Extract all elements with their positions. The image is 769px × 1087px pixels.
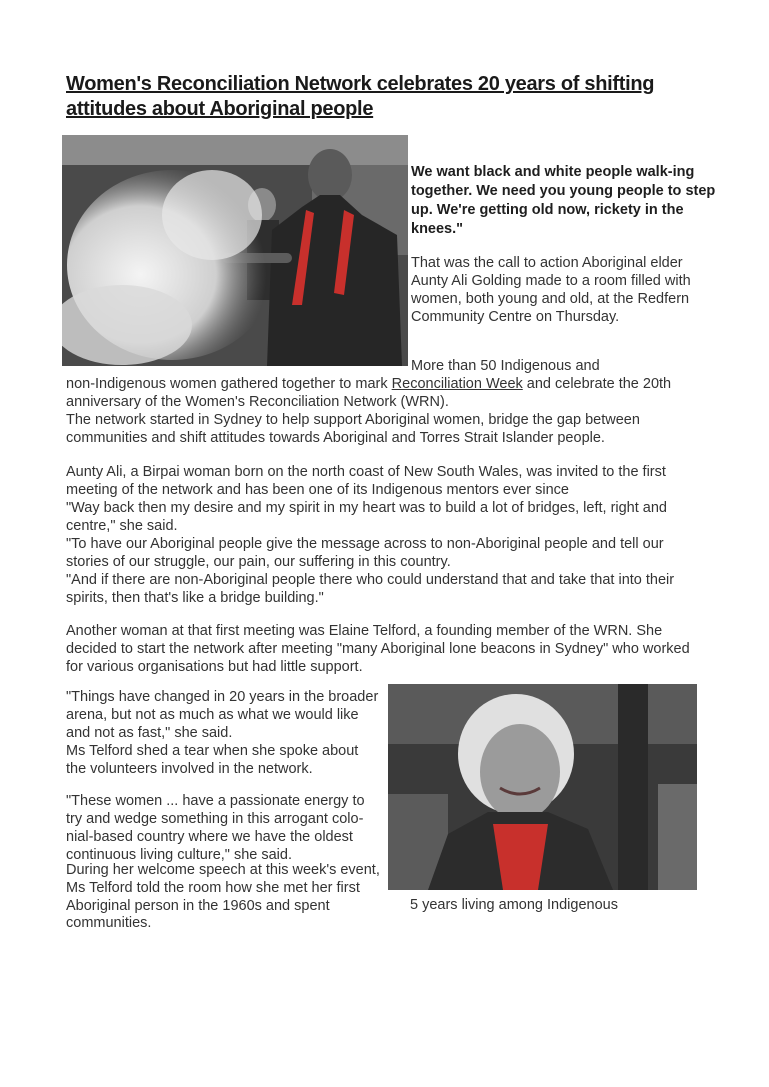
paragraph-start-line: More than 50 Indigenous and bbox=[411, 358, 600, 374]
paragraph-text: and celebrate the 20th anniversary of the Women's Reconciliation Network (WRN). bbox=[66, 376, 672, 410]
paragraph-text: non-Indigenous women gathered together to mark bbox=[66, 376, 392, 392]
paragraph-welcome-speech: During her welcome speech at this week's event, Ms Telford told the room how she met her first Aboriginal person in the 1960s and spent bbox=[66, 862, 380, 914]
photo-elaine-telford bbox=[388, 684, 697, 890]
photo-aunty-ali-smoking-ceremony bbox=[62, 135, 408, 366]
paragraph-bridge: "And if there are non-Aboriginal people there who could understand that and take that into their spirits, then that's like a bridge building." bbox=[66, 572, 675, 606]
paragraph-way-back: "Way back then my desire and my spirit in my heart was to build a lot of bridges, left, right and centre," she said. bbox=[66, 500, 667, 534]
paragraph-shed-tear: Ms Telford shed a tear when she spoke about the volunteers involved in the network. bbox=[66, 743, 359, 777]
caption-continued: 5 years living among Indigenous bbox=[410, 897, 618, 913]
paragraph-these-women: "These women ... have a passionate energy to try and wedge something in this arrogant colo-nial-based country where we have the oldest continuous living culture," she said. bbox=[66, 793, 365, 863]
article-title: Women's Reconciliation Network celebrates 20 years of shifting attitudes about Aboriginal people bbox=[66, 73, 655, 120]
intro-paragraph: That was the call to action Aboriginal elder Aunty Ali Golding made to a room filled with women, both young and old, at the Redfern Community Centre on Thursday. bbox=[411, 255, 691, 325]
paragraph-things-changed: "Things have changed in 20 years in the broader arena, but not as much as what we would like and not as fast," she said. bbox=[66, 689, 379, 741]
paragraph-network-started: The network started in Sydney to help support Aboriginal women, bridge the gap between communities and shift attitudes towards Aboriginal and Torres Strait Islander people. bbox=[66, 412, 640, 446]
paragraph-reconciliation-week bbox=[66, 375, 706, 411]
paragraph-communities: communities. bbox=[66, 915, 152, 931]
reconciliation-week-link[interactable]: Reconciliation Week bbox=[391, 376, 523, 392]
paragraph-aunty-ali: Aunty Ali, a Birpai woman born on the north coast of New South Wales, was invited to the first meeting of the network and has been one of its Indigenous mentors ever since bbox=[66, 464, 666, 498]
paragraph-message: "To have our Aboriginal people give the message across to non-Aboriginal people and tell our stories of our struggle, our pain, our suffering in this country. bbox=[66, 536, 664, 570]
pull-quote: We want black and white people walk-ing together. We need you young people to step up. We're getting old now, rickety in the knees." bbox=[411, 164, 716, 237]
paragraph-elaine-telford: Another woman at that first meeting was Elaine Telford, a founding member of the WRN. She decided to start the network after meeting "many Aboriginal lone beacons in Sydney" who worked for various organisations but had little support. bbox=[66, 623, 690, 675]
